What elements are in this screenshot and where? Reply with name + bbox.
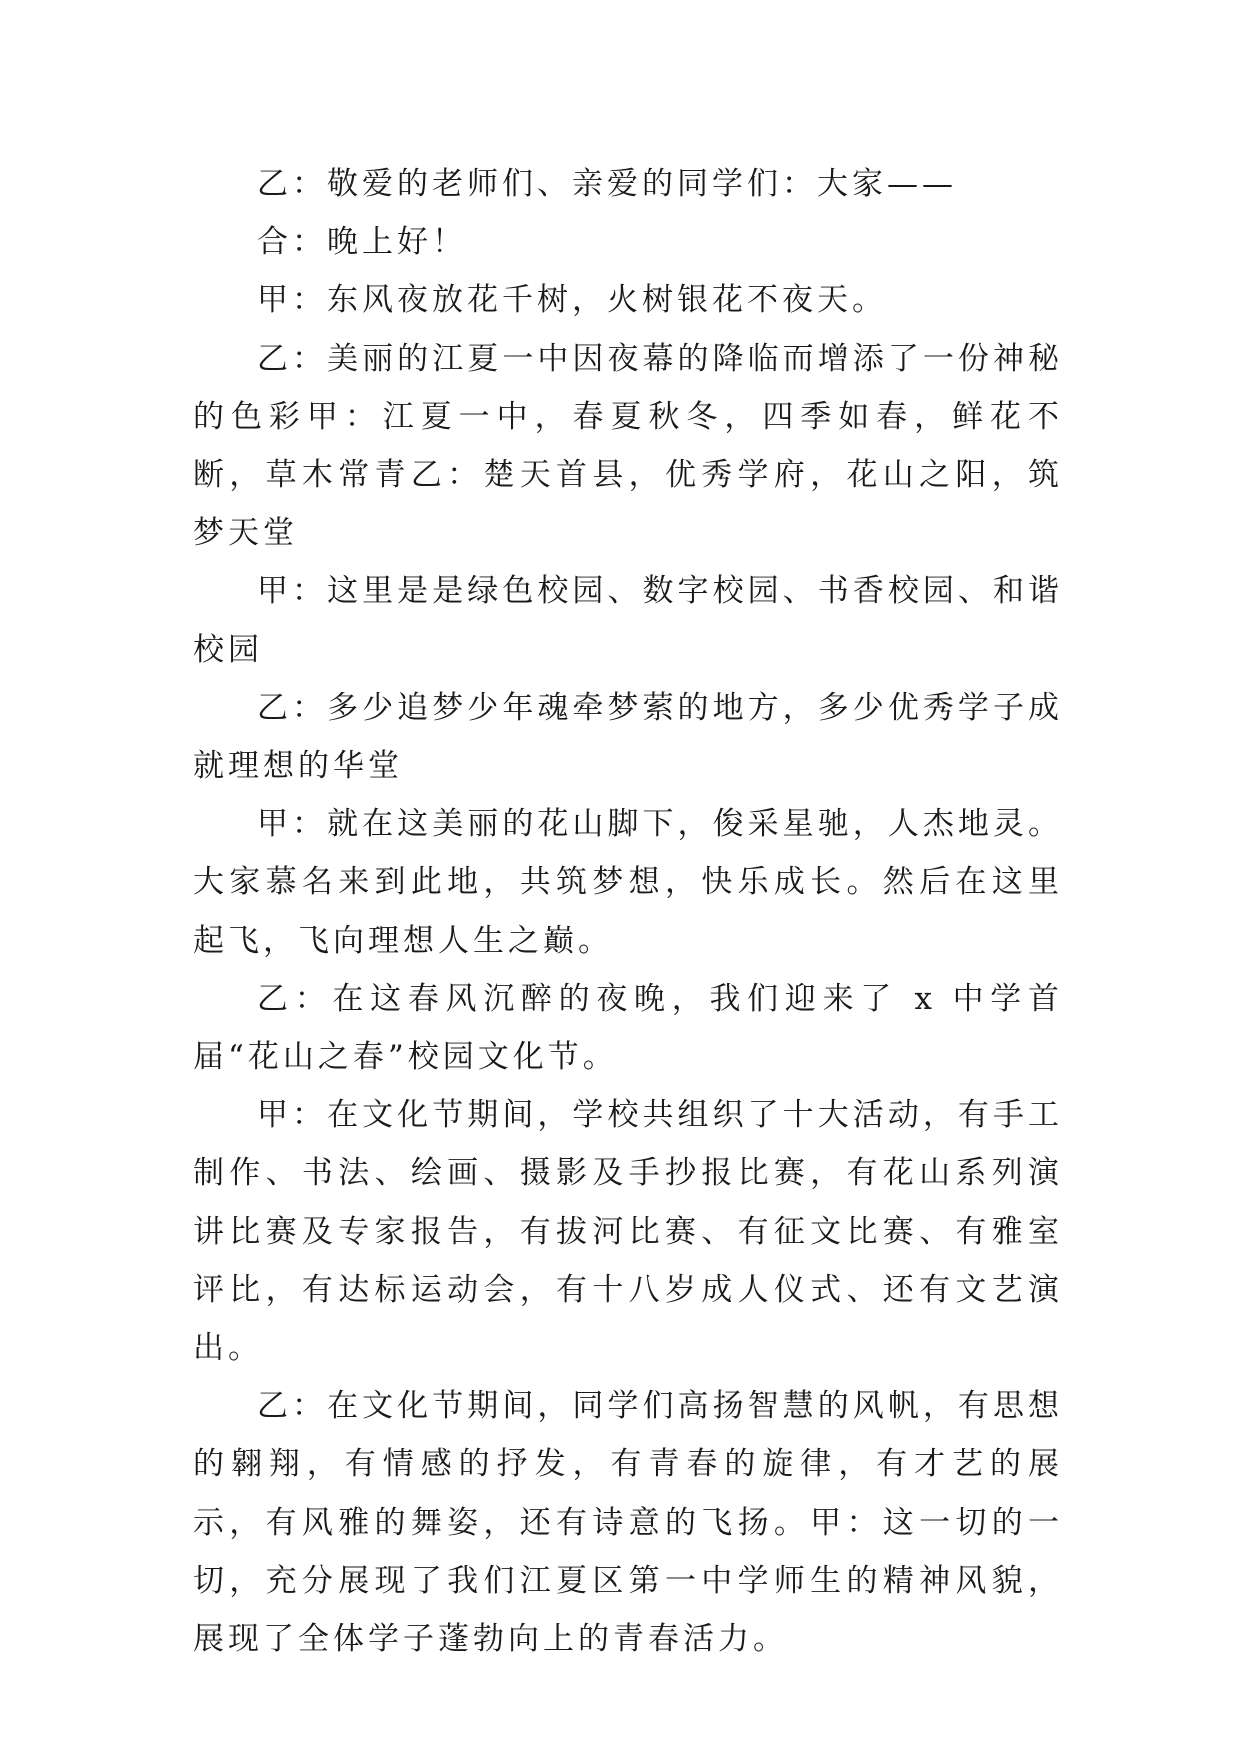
paragraph-1: 乙：敬爱的老师们、亲爱的同学们：大家—— (257, 166, 957, 202)
paragraph-10: 乙：在文化节期间，同学们高扬智慧的风帆，有思想的翱翔，有情感的抒发，有青春的旋律，有才艺的展示，有风雅的舞姿，还有诗意的飞扬。甲：这一切的一切，充分展现了我们江夏区第一中学师生的精神风貌，展现了全体学子蓬勃向上的青春活力。 (193, 1388, 1063, 1658)
paragraph-8: 乙：在这春风沉醉的夜晚，我们迎来了 x 中学首届“花山之春”校园文化节。 (193, 980, 1063, 1076)
paragraph-2: 合：晚上好！ (257, 224, 467, 261)
paragraph-9: 甲：在文化节期间，学校共组织了十大活动，有手工制作、书法、绘画、摄影及手抄报比赛，有花山系列演讲比赛及专家报告，有拔河比赛、有征文比赛、有雅室评比，有达标运动会，有十八岁成人仪式、还有文艺演出。 (193, 1097, 1063, 1367)
paragraph-5: 甲：这里是是绿色校园、数字校园、书香校园、和谐校园 (193, 573, 1063, 668)
script-text (193, 155, 1063, 1668)
paragraph-3: 甲：东风夜放花千树，火树银花不夜天。 (257, 282, 887, 319)
paragraph-7: 甲：就在这美丽的花山脚下，俊采星驰，人杰地灵。大家慕名来到此地，共筑梦想，快乐成长。然后在这里起飞，飞向理想人生之巅。 (193, 806, 1063, 959)
paragraph-6: 乙：多少追梦少年魂牵梦萦的地方，多少优秀学子成就理想的华堂 (193, 689, 1063, 785)
paragraph-4: 乙：美丽的江夏一中因夜幕的降临而增添了一份神秘的色彩甲：江夏一中，春夏秋冬，四季如春，鲜花不断，草木常青乙：楚天首县，优秀学府，花山之阳，筑梦天堂 (193, 340, 1063, 552)
